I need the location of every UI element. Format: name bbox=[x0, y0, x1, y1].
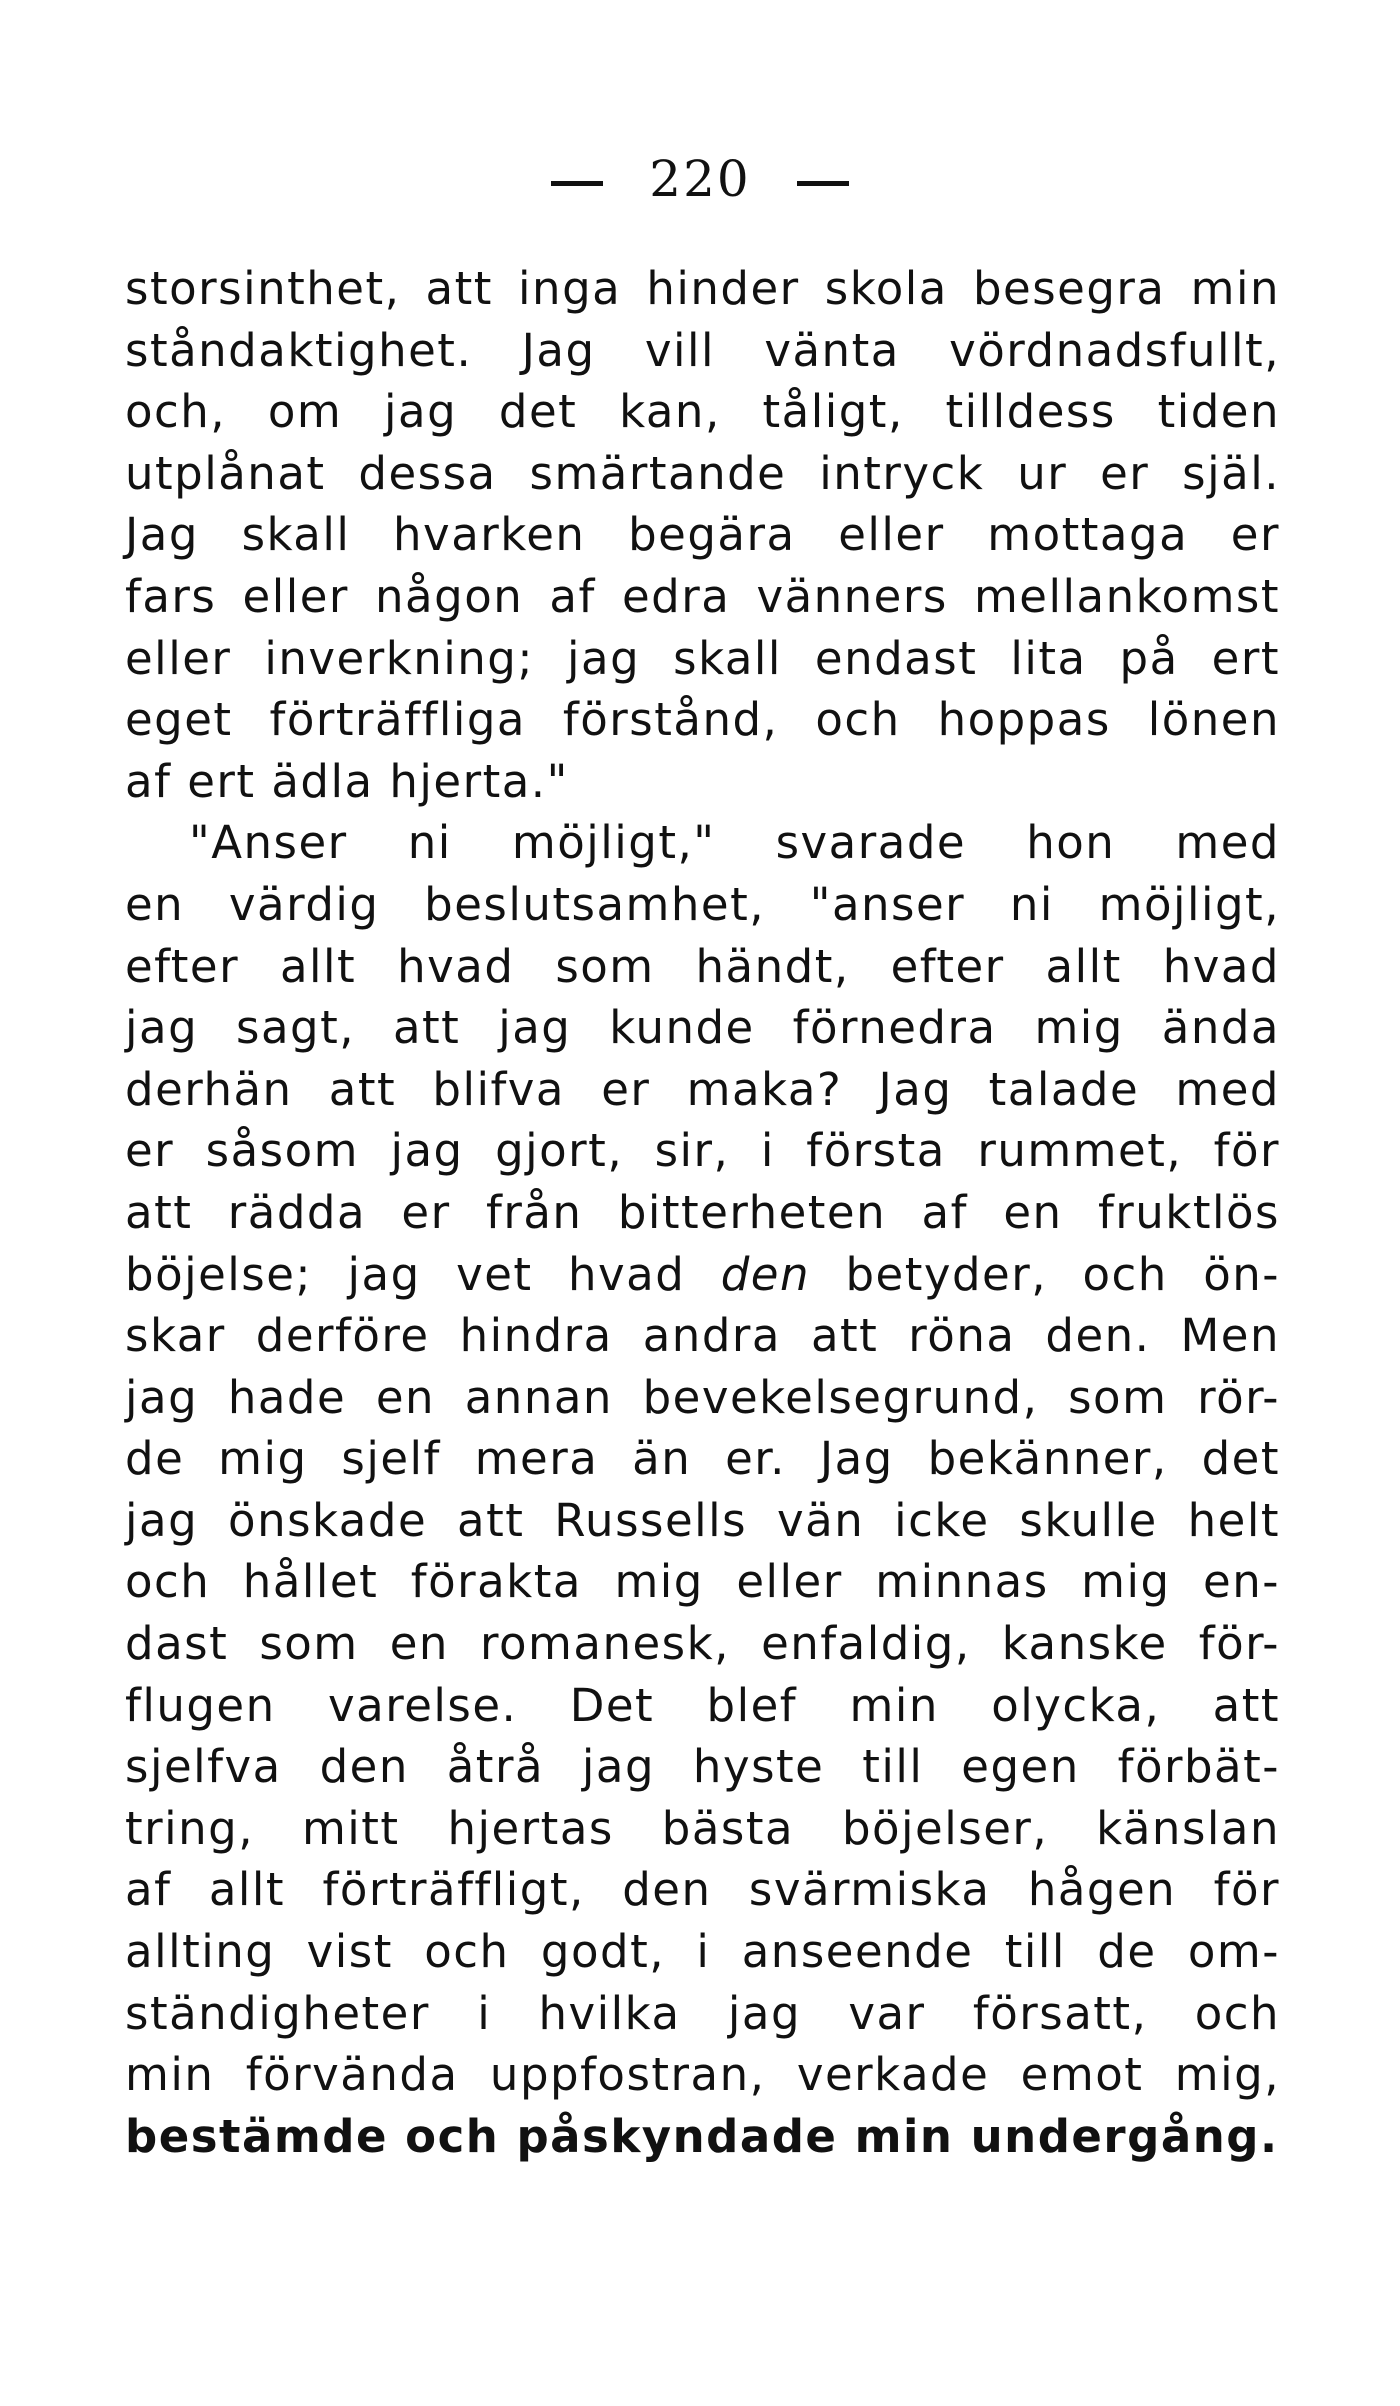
text-line: efter allt hvad som händt, efter allt hvad bbox=[125, 939, 1280, 993]
text-line: er såsom jag gjort, sir, i första rummet, för bbox=[125, 1124, 1280, 1178]
text-line: sjelfva den åtrå jag hyste till egen förbät- bbox=[125, 1740, 1280, 1794]
page-number: 220 bbox=[649, 150, 751, 208]
emphasized-word: den bbox=[720, 1247, 811, 1301]
text-line: ständigheter i hvilka jag var försatt, och bbox=[125, 1986, 1280, 2040]
header-dash-left bbox=[551, 181, 603, 186]
text-line: och, om jag det kan, tåligt, tilldess tiden bbox=[125, 385, 1280, 439]
text-line: skar derföre hindra andra att röna den. Men bbox=[125, 1309, 1280, 1363]
text-line: flugen varelse. Det blef min olycka, att bbox=[125, 1678, 1280, 1732]
text-line: af ert ädla hjerta." bbox=[125, 754, 569, 808]
text-line: utplånat dessa smärtande intryck ur er själ. bbox=[125, 446, 1280, 500]
text-line: min förvända uppfostran, verkade emot mig, bbox=[125, 2048, 1280, 2102]
text-line: af allt förträffligt, den svärmiska hågen för bbox=[125, 1863, 1280, 1917]
text-line: jag hade en annan bevekelsegrund, som rör- bbox=[125, 1370, 1280, 1424]
text-line: jag sagt, att jag kunde förnedra mig ända bbox=[125, 1001, 1280, 1055]
text-segment: böjelse; jag vet hvad bbox=[125, 1247, 721, 1301]
text-line: tring, mitt hjertas bästa böjelser, känslan bbox=[125, 1801, 1280, 1855]
text-line: bestämde och påskyndade min undergång. bbox=[125, 2109, 1279, 2163]
text-line: de mig sjelf mera än er. Jag bekänner, det bbox=[125, 1432, 1280, 1486]
text-line-with-emphasis bbox=[125, 1244, 1280, 1306]
text-line: eget förträffliga förstånd, och hoppas lönen bbox=[125, 693, 1280, 747]
text-line: dast som en romanesk, enfaldig, kanske för- bbox=[125, 1617, 1280, 1671]
text-line: en värdig beslutsamhet, "anser ni möjligt, bbox=[125, 877, 1280, 931]
text-line: och hållet förakta mig eller minnas mig en- bbox=[125, 1555, 1280, 1609]
text-line: att rädda er från bitterheten af en fruktlös bbox=[125, 1185, 1280, 1239]
text-line: "Anser ni möjligt," svarade hon med bbox=[189, 816, 1280, 870]
text-line: Jag skall hvarken begära eller mottaga er bbox=[125, 508, 1280, 562]
text-line: ståndaktighet. Jag vill vänta vördnadsfullt, bbox=[125, 323, 1280, 377]
header-dash-right bbox=[797, 181, 849, 186]
text-line: allting vist och godt, i anseende till de om- bbox=[125, 1925, 1280, 1979]
text-line: fars eller någon af edra vänners mellankomst bbox=[125, 569, 1280, 623]
text-line: jag önskade att Russells vän icke skulle helt bbox=[125, 1493, 1280, 1547]
text-line: storsinthet, att inga hinder skola besegra min bbox=[125, 262, 1280, 315]
text-line: eller inverkning; jag skall endast lita på ert bbox=[125, 631, 1280, 685]
text-segment: betyder, och ön- bbox=[810, 1247, 1280, 1301]
page-header bbox=[0, 150, 1400, 208]
text-line: derhän att blifva er maka? Jag talade med bbox=[125, 1062, 1280, 1116]
body-text bbox=[125, 258, 1280, 2167]
